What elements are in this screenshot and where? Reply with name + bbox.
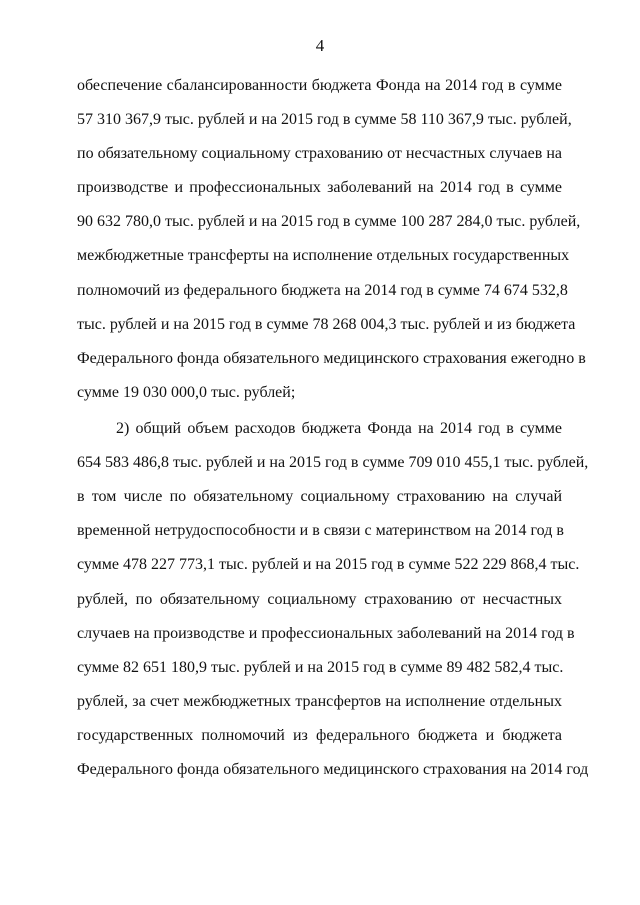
text-line: полномочий из федерального бюджета на 2014 год в сумме 74 674 532,8 [77,282,568,299]
text-line: сумме 82 651 180,9 тыс. рублей и на 2015 год в сумме 89 482 582,4 тыс. [77,659,564,676]
text-line: Федерального фонда обязательного медицинского страхования на 2014 год [77,761,589,778]
page-number: 4 [315,36,325,55]
text-line: государственных полномочий из федерального бюджета и бюджета [77,727,562,744]
text-line: в том числе по обязательному социальному страхованию на случай [77,488,562,505]
text-line: 654 583 486,8 тыс. рублей и на 2015 год в сумме 709 010 455,1 тыс. рублей, [77,454,589,471]
text-line: сумме 19 030 000,0 тыс. рублей; [77,384,296,401]
text-line: 90 632 780,0 тыс. рублей и на 2015 год в сумме 100 287 284,0 тыс. рублей, [77,213,581,230]
text-line: Федерального фонда обязательного медицинского страхования ежегодно в [77,350,586,367]
text-line: сумме 478 227 773,1 тыс. рублей и на 2015 год в сумме 522 229 868,4 тыс. [77,556,580,573]
text-line: случаев на производстве и профессиональных заболеваний на 2014 год в [77,625,575,642]
text-line: 57 310 367,9 тыс. рублей и на 2015 год в сумме 58 110 367,9 тыс. рублей, [77,111,572,128]
text-line: тыс. рублей и на 2015 год в сумме 78 268 004,3 тыс. рублей и из бюджета [77,316,576,333]
text-line: по обязательному социальному страхованию от несчастных случаев на [77,145,562,162]
text-line: межбюджетные трансферты на исполнение отдельных государственных [77,247,570,264]
text-line: рублей, по обязательному социальному страхованию от несчастных [77,591,562,608]
text-line: рублей, за счет межбюджетных трансфертов на исполнение отдельных [77,693,562,710]
text-line: производстве и профессиональных заболеваний на 2014 год в сумме [77,179,562,196]
text-line: 2) общий объем расходов бюджета Фонда на 2014 год в сумме [116,420,562,437]
text-line: обеспечение сбалансированности бюджета Фонда на 2014 год в сумме [77,77,562,94]
text-line: временной нетрудоспособности и в связи с материнством на 2014 год в [77,522,564,539]
